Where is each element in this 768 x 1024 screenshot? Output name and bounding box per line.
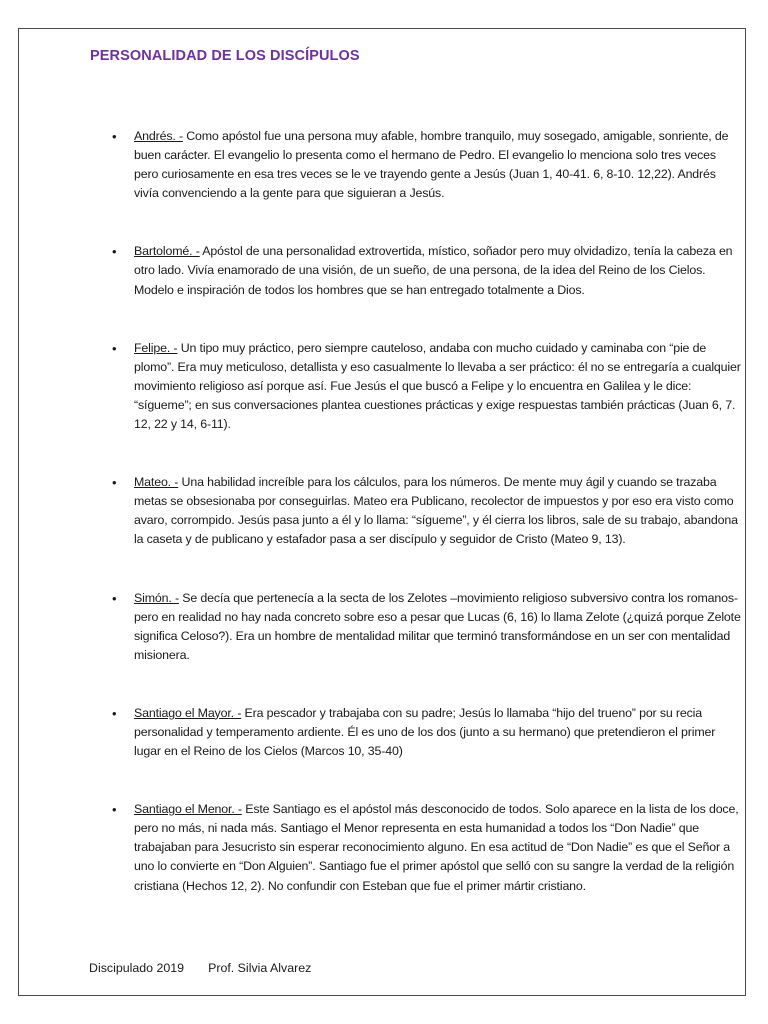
- bullet-icon: •: [112, 802, 117, 818]
- list-item-bartolome: [112, 242, 742, 299]
- disciple-description: Como apóstol fue una persona muy afable, hombre tranquilo, muy sosegado, amigable, sonriente, de buen carácter. El evangelio lo presenta como el hermano de Pedro. El evangelio lo menciona solo tres veces pero curiosamente en esa tres veces se le ve trayendo gente a Jesús (Juan 1, 40-41. 6, 8-10. 12,22). Andrés vivía convenciendo a la gente para que siguieran a Jesús.: [134, 129, 729, 201]
- bullet-icon: •: [112, 340, 117, 356]
- disciple-description: Apóstol de una personalidad extrovertida, místico, soñador pero muy olvidadizo, tenía la cabeza en otro lado. Vivía enamorado de una visión, de un sueño, de una persona, de la idea del Reino de los Cielos. Modelo e inspiración de todos los hombres que se han entregado totalmente a Dios.: [134, 244, 733, 297]
- list-item-felipe: [112, 339, 742, 434]
- disciple-description: Una habilidad increíble para los cálculos, para los números. De mente muy ágil y cuando se trazaba metas se obsesionaba por conseguirlas. Mateo era Publicano, recolector de impuestos y por eso era visto como avaro, corrompido. Jesús pasa junto a él y lo llama: “sígueme”, y él cierra los libros, sale de su trabajo, abandona la caseta y de publicano y estafador pasa a ser discípulo y seguidor de Cristo (Mateo 9, 13).: [134, 475, 738, 547]
- list-item-mateo: [112, 473, 742, 549]
- disciples-list: [112, 127, 742, 896]
- disciple-name: Santiago el Menor. -: [134, 802, 242, 817]
- disciple-name: Andrés. -: [134, 129, 183, 143]
- footer-author: Prof. Silvia Alvarez: [208, 961, 312, 975]
- disciple-name: Mateo. -: [134, 475, 179, 490]
- disciple-description: Un tipo muy práctico, pero siempre cauteloso, andaba con mucho cuidado y caminaba con “pie de plomo”. Era muy meticuloso, detallista y eso casualmente lo llevaba a ser práctico: él no se entregaría a cualquier movimiento religioso así porque así. Fue Jesús el que buscó a Felipe y lo encuentra en Galilea y le dice: “sígueme”; en sus conversaciones plantea cuestiones prácticas y exige respuestas también prácticas (Juan 6, 7. 12, 22 y 14, 6-11).: [134, 340, 741, 432]
- disciple-name: Bartolomé. -: [134, 244, 200, 259]
- list-item-simon: [112, 589, 742, 665]
- bullet-icon: •: [112, 590, 117, 606]
- list-item-santiago-menor: [112, 800, 742, 895]
- disciple-name: Simón. -: [134, 590, 179, 605]
- bullet-icon: •: [112, 705, 117, 721]
- disciple-description: Este Santiago es el apóstol más desconocido de todos. Solo aparece en la lista de los doce, pero no más, ni nada más. Santiago el Menor representa en esta humanidad a todos los “Don Nadie” que trabajaban para Jesucristo sin esperar reconocimiento alguno. En esa actitud de “Don Nadie” es que el Señor a uno lo convierte en “Don Alguien”. Santiago fue el primer apóstol que selló con su sangre la verdad de la religión cristiana (Hechos 12, 2). No confundir con Esteban que fue el primer mártir cristiano.: [134, 802, 739, 893]
- footer-course: Discipulado 2019: [89, 961, 185, 975]
- disciple-name: Santiago el Mayor. -: [134, 705, 242, 720]
- bullet-icon: •: [112, 129, 117, 144]
- bullet-icon: •: [112, 244, 117, 260]
- disciple-name: Felipe. -: [134, 340, 178, 355]
- disciple-description: Era pescador y trabajaba con su padre; Jesús lo llamaba “hijo del trueno” por su recia personalidad y temperamento ardiente. Él es uno de los dos (junto a su hermano) que pretendieron el primer lugar en el Reino de los Cielos (Marcos 10, 35-40): [134, 705, 716, 759]
- list-item-andres: [112, 127, 742, 203]
- bullet-icon: •: [112, 475, 117, 491]
- page-footer: [89, 961, 311, 975]
- disciple-description: Se decía que pertenecía a la secta de los Zelotes –movimiento religioso subversivo contra los romanos- pero en realidad no hay nada concreto sobre eso a pesar que Lucas (6, 16) lo llama Zelote (¿quizá porque Zelote significa Celoso?). Era un hombre de mentalidad militar que terminó transformándose en un ser con mentalidad misionera.: [134, 590, 741, 662]
- list-item-santiago-mayor: [112, 704, 742, 761]
- page-title: PERSONALIDAD DE LOS DISCÍPULOS: [90, 48, 360, 64]
